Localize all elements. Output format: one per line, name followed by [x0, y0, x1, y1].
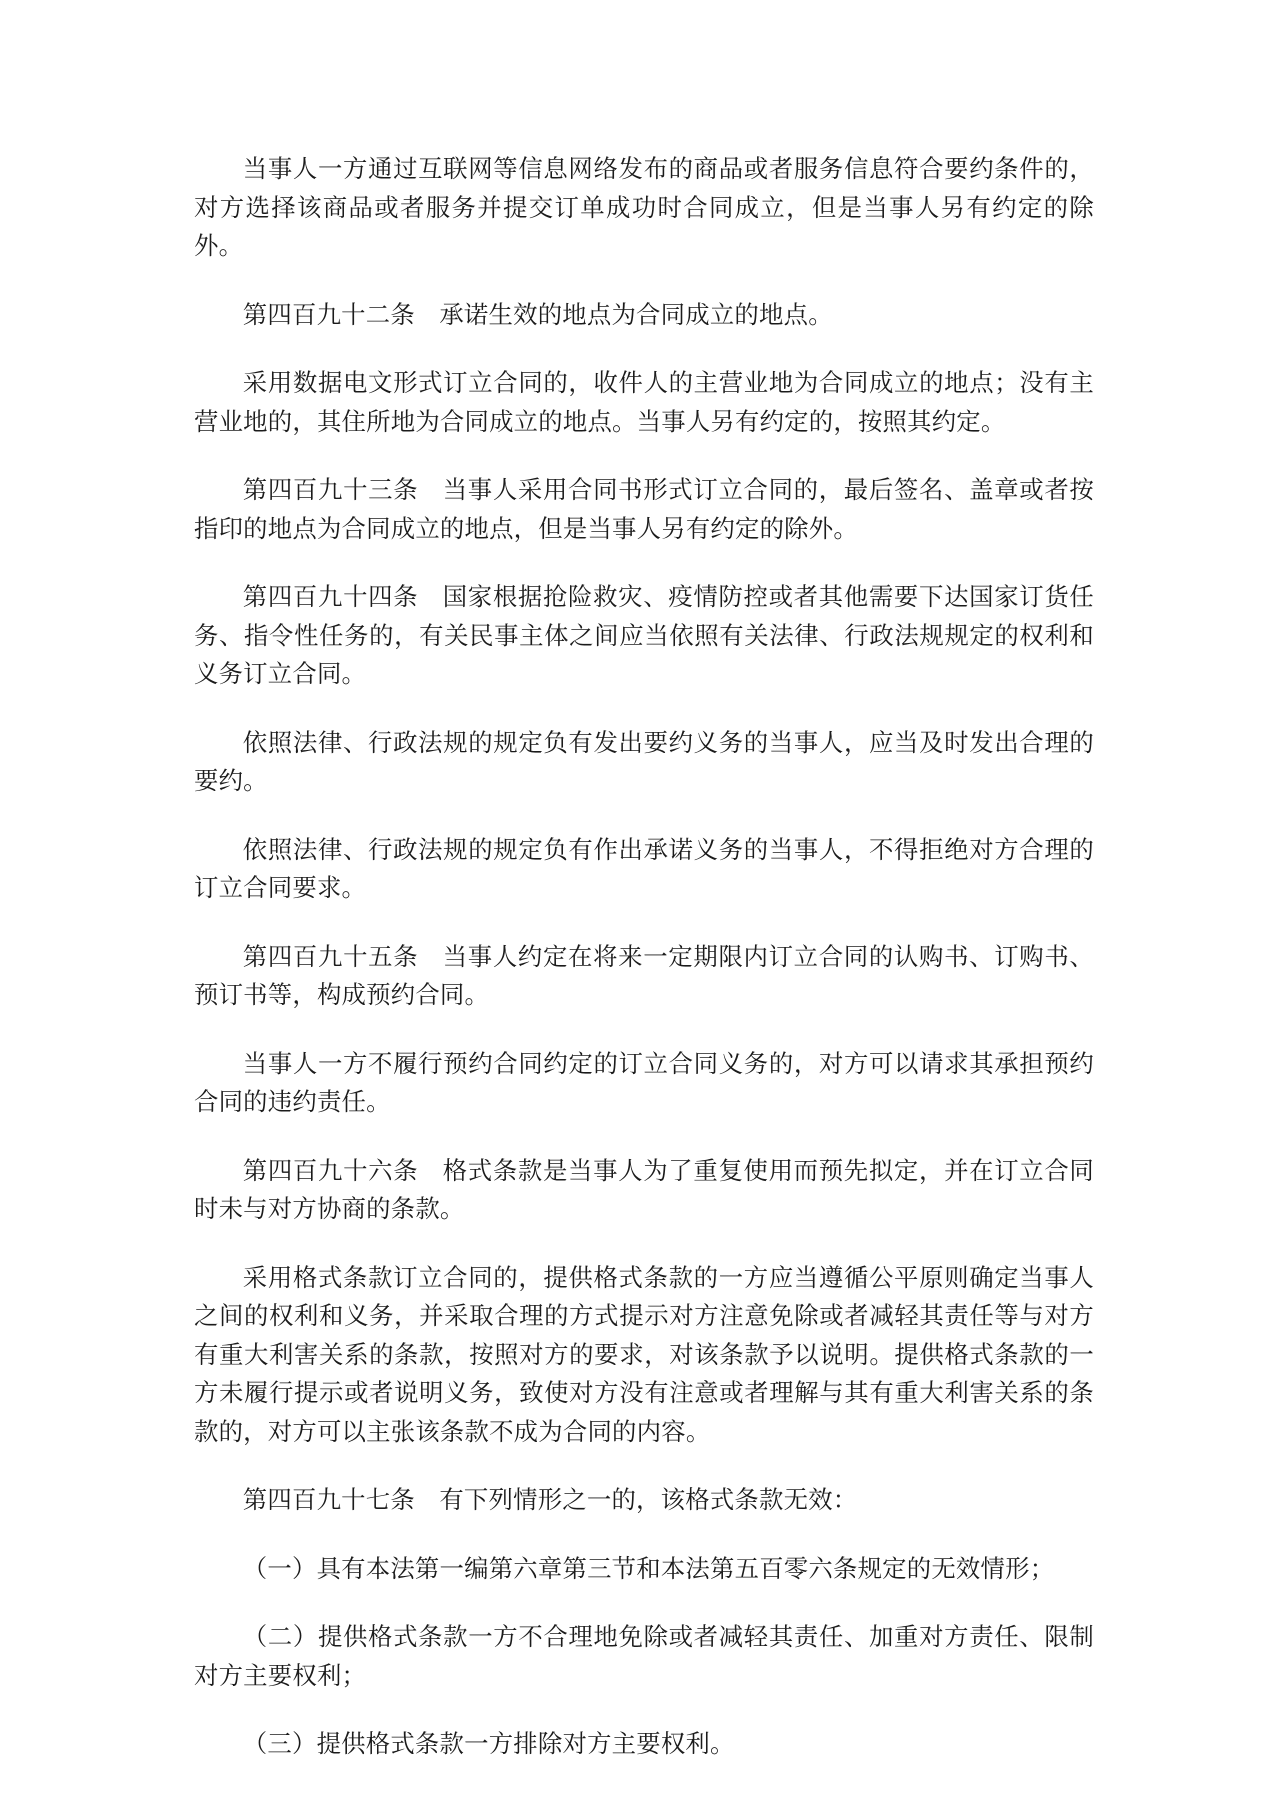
paragraph — [194, 364, 1094, 441]
article-paragraph — [194, 938, 1094, 1015]
paragraph-text: 格式条款是当事人为了重复使用而预先拟定，并在订立合同时未与对方协商的条款。 — [194, 1155, 1095, 1223]
paragraph — [194, 724, 1094, 801]
article-number: 第四百九十三条 — [242, 475, 419, 504]
article-paragraph — [194, 1481, 1094, 1520]
paragraph-text: 当事人一方不履行预约合同约定的订立合同义务的，对方可以请求其承担预约合同的违约责任。 — [194, 1048, 1094, 1116]
paragraph-text: 依照法律、行政法规的规定负有作出承诺义务的当事人，不得拒绝对方合理的订立合同要求。 — [194, 834, 1094, 902]
paragraph-text: 承诺生效的地点为合同成立的地点。 — [439, 299, 833, 329]
article-number: 第四百九十六条 — [242, 1155, 419, 1185]
article-paragraph — [194, 578, 1094, 694]
paragraph — [194, 1045, 1094, 1122]
paragraph-text: 当事人一方通过互联网等信息网络发布的商品或者服务信息符合要约条件的，对方选择该商品或者服务并提交订单成功时合同成立，但是当事人另有约定的除外。 — [194, 154, 1094, 260]
list-item — [194, 1725, 1094, 1764]
article-number: 第四百九十五条 — [242, 941, 419, 971]
paragraph-text: 采用数据电文形式订立合同的，收件人的主营业地为合同成立的地点；没有主营业地的，其住所地为合同成立的地点。当事人另有约定的，按照其约定。 — [194, 368, 1094, 436]
article-paragraph — [194, 296, 1094, 335]
paragraph-text: 当事人约定在将来一定期限内订立合同的认购书、订购书、预订书等，构成预约合同。 — [194, 941, 1095, 1009]
article-paragraph — [194, 471, 1094, 548]
paragraph-text: 当事人采用合同书形式订立合同的，最后签名、盖章或者按指印的地点为合同成立的地点，但是当事人另有约定的除外。 — [194, 475, 1095, 543]
paragraph — [194, 1259, 1094, 1452]
document-body — [194, 150, 1094, 1794]
article-number: 第四百九十二条 — [242, 299, 415, 329]
list-item — [194, 1550, 1094, 1589]
article-paragraph — [194, 1152, 1094, 1229]
paragraph-text: 国家根据抢险救灾、疫情防控或者其他需要下达国家订货任务、指令性任务的，有关民事主体之间应当依照有关法律、行政法规规定的权利和义务订立合同。 — [194, 582, 1095, 688]
paragraph-text: 依照法律、行政法规的规定负有发出要约义务的当事人，应当及时发出合理的要约。 — [194, 727, 1094, 795]
article-number: 第四百九十七条 — [242, 1485, 415, 1514]
paragraph — [194, 150, 1094, 266]
paragraph-text: 采用格式条款订立合同的，提供格式条款的一方应当遵循公平原则确定当事人之间的权利和义务，并采取合理的方式提示对方注意免除或者减轻其责任等与对方有重大利害关系的条款，按照对方的要求，对该条款予以说明。提供格式条款的一方未履行提示或者说明义务，致使对方没有注意或者理解与其有重大利害关系的条款的，对方可以主张该条款不成为合同的内容。 — [194, 1262, 1094, 1446]
list-item-text: （二）提供格式条款一方不合理地免除或者减轻其责任、加重对方责任、限制对方主要权利； — [194, 1622, 1094, 1690]
list-item-text: （一）具有本法第一编第六章第三节和本法第五百零六条规定的无效情形； — [242, 1553, 1055, 1583]
paragraph-text: 有下列情形之一的，该格式条款无效： — [439, 1485, 858, 1514]
list-item — [194, 1618, 1094, 1695]
list-item-text: （三）提供格式条款一方排除对方主要权利。 — [242, 1729, 735, 1758]
paragraph — [194, 831, 1094, 908]
article-number: 第四百九十四条 — [242, 582, 419, 611]
